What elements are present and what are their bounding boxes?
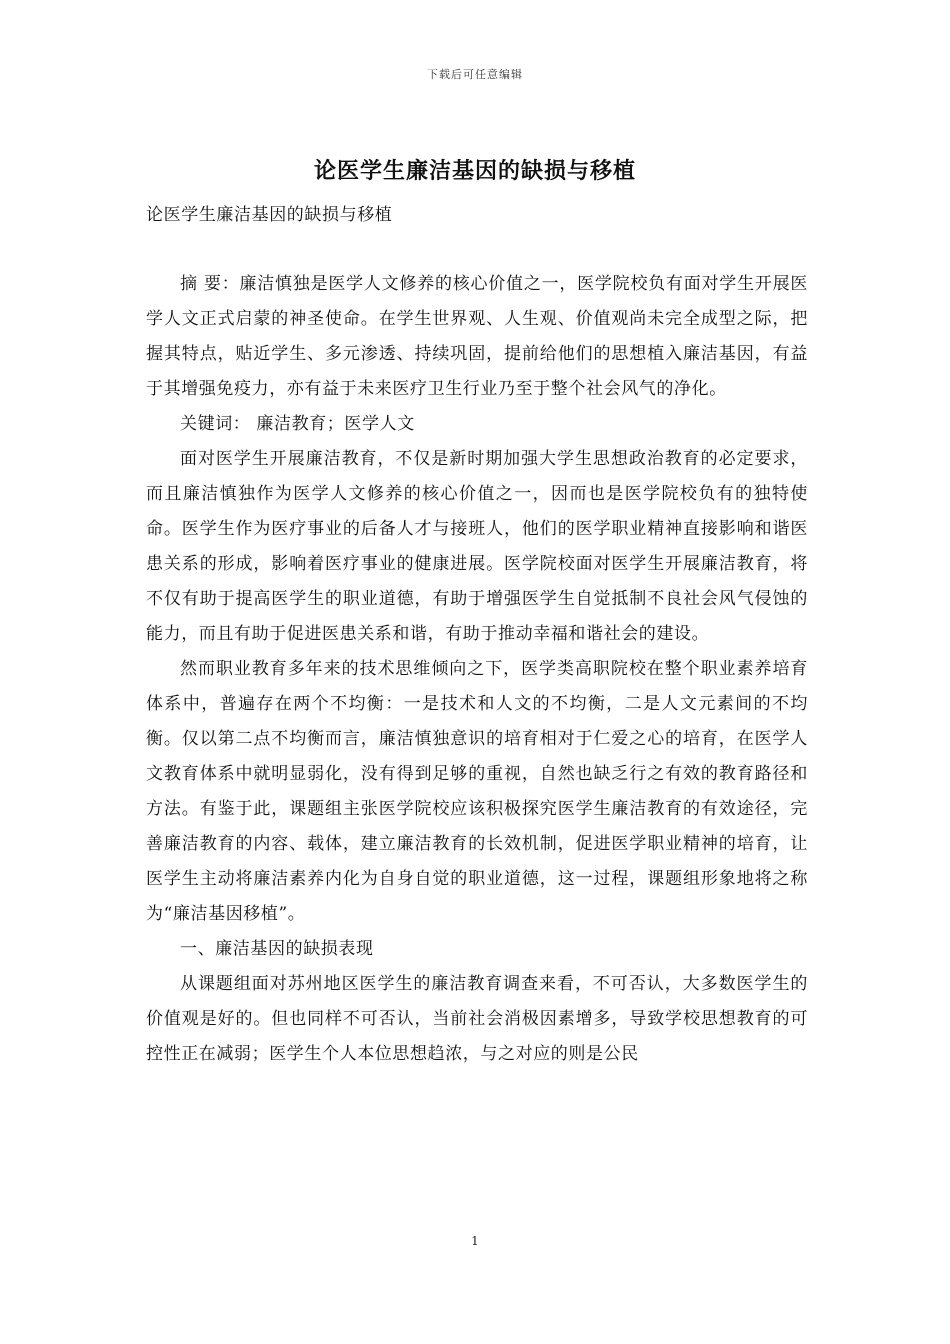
body-paragraph-2: 然而职业教育多年来的技术思维倾向之下，医学类高职院校在整个职业素养培育体系中，普遍存在两个不均衡：一是技术和人文的不均衡，二是人文元素间的不均衡。仅以第二点不均衡而言，廉洁慎独意识的培育相对于仁爱之心的培育，在医学人文教育体系中就明显弱化，没有得到足够的重视，自然也缺乏行之有效的教育路径和方法。有鉴于此，课题组主张医学院校应该积极探究医学生廉洁教育的有效途径，完善廉洁教育的内容、载体，建立廉洁教育的长效机制，促进医学职业精神的培育，让医学生主动将廉洁素养内化为自身自觉的职业道德，这一过程，课题组形象地将之称为“廉洁基因移植”。 [146, 659, 808, 924]
document-title: 论医学生廉洁基因的缺损与移植 [313, 158, 636, 184]
document-subtitle: 论医学生廉洁基因的缺损与移植 [146, 205, 393, 225]
body-paragraph-1: 面对医学生开展廉洁教育，不仅是新时期加强大学生思想政治教育的必定要求，而且廉洁慎独作为医学人文修养的核心价值之一，因而也是医学院校负有的独特使命。医学生作为医疗事业的后备人才与接班人，他们的医学职业精神直接影响和谐医患关系的形成，影响着医疗事业的健康进展。医学院校面对医学生开展廉洁教育，将不仅有助于提高医学生的职业道德，有助于增强医学生自觉抵制不良社会风气侵蚀的能力，而且有助于促进医患关系和谐，有助于推动幸福和谐社会的建设。 [146, 449, 808, 644]
header-note: 下载后可任意编辑 [427, 68, 523, 81]
document-body [146, 198, 808, 1072]
keywords-line: 关键词： 廉洁教育；医学人文 [180, 414, 415, 434]
body-paragraph-3: 从课题组面对苏州地区医学生的廉洁教育调查来看，不可否认，大多数医学生的价值观是好的。但也同样不可否认，当前社会消极因素增多，导致学校思想教育的可控性正在减弱；医学生个人本位思想趋浓，与之对应的则是公民 [146, 974, 808, 1064]
page-number: 1 [471, 1234, 479, 1248]
abstract-paragraph: 摘 要：廉洁慎独是医学人文修养的核心价值之一，医学院校负有面对学生开展医学人文正式启蒙的神圣使命。在学生世界观、人生观、价值观尚未完全成型之际，把握其特点，贴近学生、多元渗透、持续巩固，提前给他们的思想植入廉洁基因，有益于其增强免疫力，亦有益于未来医疗卫生行业乃至于整个社会风气的净化。 [146, 274, 808, 399]
section-heading: 一、廉洁基因的缺损表现 [180, 939, 374, 959]
